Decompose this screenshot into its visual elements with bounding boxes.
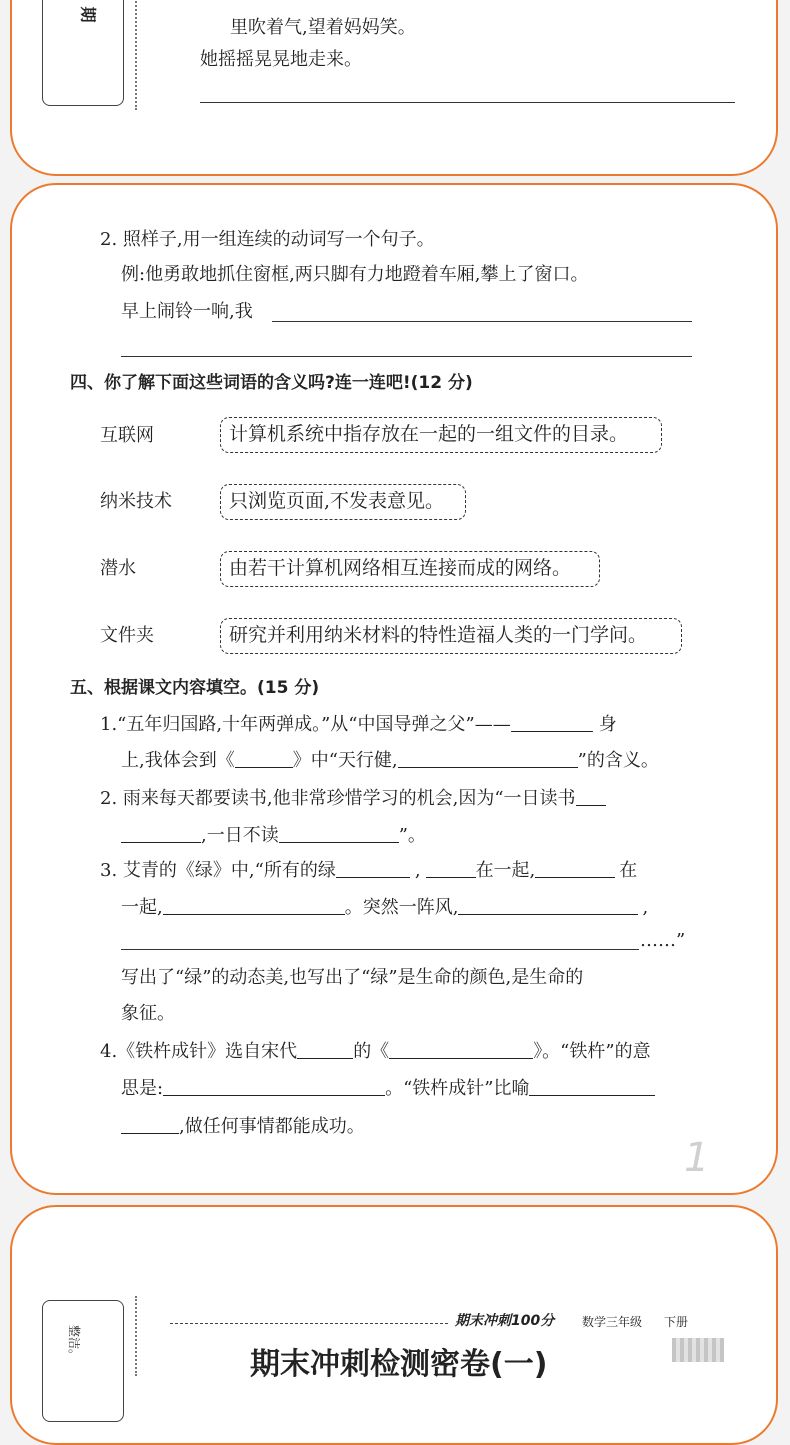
q4-text: 的《 <box>353 1041 390 1062</box>
q2-text: ,一日不读 <box>201 825 279 846</box>
q1-text: ”的含义。 <box>577 750 659 771</box>
side-tab-label: 期 <box>78 6 98 23</box>
exam-title: 期末冲刺检测密卷(一) <box>250 1347 548 1382</box>
q1-text: 身 <box>598 714 617 735</box>
blank[interactable] <box>235 751 293 768</box>
q4-line-1 <box>100 1042 651 1061</box>
qr-code <box>672 1338 724 1362</box>
blank[interactable] <box>529 1079 655 1096</box>
answer-line[interactable] <box>272 321 692 322</box>
q4-text: 思是: <box>121 1078 164 1099</box>
sentence: 她摇摇晃晃地走来。 <box>200 49 362 70</box>
term-1[interactable]: 互联网 <box>100 425 154 446</box>
definition-box-4[interactable] <box>220 618 682 654</box>
q2-start: 早上闹铃一响,我 <box>121 301 253 322</box>
blank[interactable] <box>535 861 615 878</box>
q3-line-5: 象征。 <box>121 1003 175 1024</box>
q1-line-2 <box>121 751 659 770</box>
q3-text: 3. 艾青的《绿》中,“所有的绿 <box>100 860 336 881</box>
term-2[interactable]: 纳米技术 <box>100 491 172 512</box>
q2-text: ”。 <box>398 825 426 846</box>
definition-text: 只浏览页面,不发表意见。 <box>229 490 445 512</box>
q3-text: , <box>414 860 421 881</box>
definition-box-1[interactable] <box>220 417 662 453</box>
definition-box-3[interactable] <box>220 551 600 587</box>
sentence-cut: 里吹着气,望着妈妈笑。 <box>230 17 416 38</box>
q3-text: 在 <box>619 860 638 881</box>
blank[interactable] <box>297 1042 353 1059</box>
volume-label: 下册 <box>664 1315 689 1329</box>
q1-line-1 <box>100 715 617 734</box>
q3-text: 。突然一阵风, <box>344 897 459 918</box>
q1-text: 》中“天行健, <box>292 750 398 771</box>
side-tab <box>42 1300 124 1422</box>
q3-text: 在一起, <box>475 860 536 881</box>
page-number: 1 <box>684 1135 710 1181</box>
blank[interactable] <box>458 898 638 915</box>
q4-text: 》。“铁杵”的意 <box>533 1041 651 1062</box>
dotted-divider <box>135 0 137 110</box>
side-tab <box>42 0 124 106</box>
q4-text: 4.《铁杵成针》选自宋代 <box>100 1041 298 1062</box>
blank[interactable] <box>279 826 399 843</box>
definition-text: 计算机系统中指存放在一起的一组文件的目录。 <box>229 423 629 445</box>
dotted-divider <box>135 1296 137 1376</box>
q2-line-2 <box>121 826 426 845</box>
q3-text: 一起, <box>121 897 163 918</box>
brand-label: 期末冲刺100分 <box>455 1313 555 1329</box>
q4-text: 。“铁杵成针”比喻 <box>385 1078 530 1099</box>
q3-ellipsis: ……” <box>640 930 686 951</box>
blank[interactable] <box>336 861 410 878</box>
q1-text: 1.“五年归国路,十年两弹成。”从“中国导弹之父”—— <box>100 714 511 735</box>
header-rule <box>170 1323 448 1324</box>
blank[interactable] <box>426 861 476 878</box>
answer-line[interactable] <box>121 949 639 950</box>
q4-line-3 <box>121 1117 365 1136</box>
q2-text: 2. 雨来每天都要读书,他非常珍惜学习的机会,因为“一日读书 <box>100 788 576 809</box>
blank[interactable] <box>389 1042 533 1059</box>
term-3[interactable]: 潜水 <box>100 558 136 579</box>
definition-text: 研究并利用纳米材料的特性造福人类的一门学问。 <box>229 624 648 646</box>
definition-box-2[interactable] <box>220 484 466 520</box>
subject-label: 数学三年级 <box>582 1315 643 1329</box>
blank[interactable] <box>163 1079 385 1096</box>
blank[interactable] <box>121 826 201 843</box>
term-4[interactable]: 文件夹 <box>100 625 154 646</box>
bottom-card <box>10 1205 778 1445</box>
q3-line-1 <box>100 861 637 880</box>
answer-line[interactable] <box>121 356 692 357</box>
q2-example: 例:他勇敢地抓住窗框,两只脚有力地蹬着车厢,攀上了窗口。 <box>121 264 589 285</box>
blank[interactable] <box>398 751 578 768</box>
blank[interactable] <box>163 898 345 915</box>
q3-line-4: 写出了“绿”的动态美,也写出了“绿”是生命的颜色,是生命的 <box>121 967 584 988</box>
blank[interactable] <box>576 789 606 806</box>
q3-line-2 <box>121 898 648 917</box>
answer-line[interactable] <box>200 102 735 103</box>
section4-heading: 四、你了解下面这些词语的含义吗?连一连吧!(12 分) <box>70 373 473 393</box>
definition-text: 由若干计算机网络相互连接而成的网络。 <box>229 557 572 579</box>
blank[interactable] <box>511 715 593 732</box>
q2-prompt: 2. 照样子,用一组连续的动词写一个句子。 <box>100 229 435 250</box>
section5-heading: 五、根据课文内容填空。(15 分) <box>70 678 320 698</box>
side-tab-label: 整洁。 <box>67 1325 81 1362</box>
q1-text: 上,我体会到《 <box>121 750 235 771</box>
q3-text: , <box>642 897 649 918</box>
q2-line-1 <box>100 789 606 808</box>
q4-text: ,做任何事情都能成功。 <box>179 1116 365 1137</box>
blank[interactable] <box>121 1117 179 1134</box>
q4-line-2 <box>121 1079 655 1098</box>
